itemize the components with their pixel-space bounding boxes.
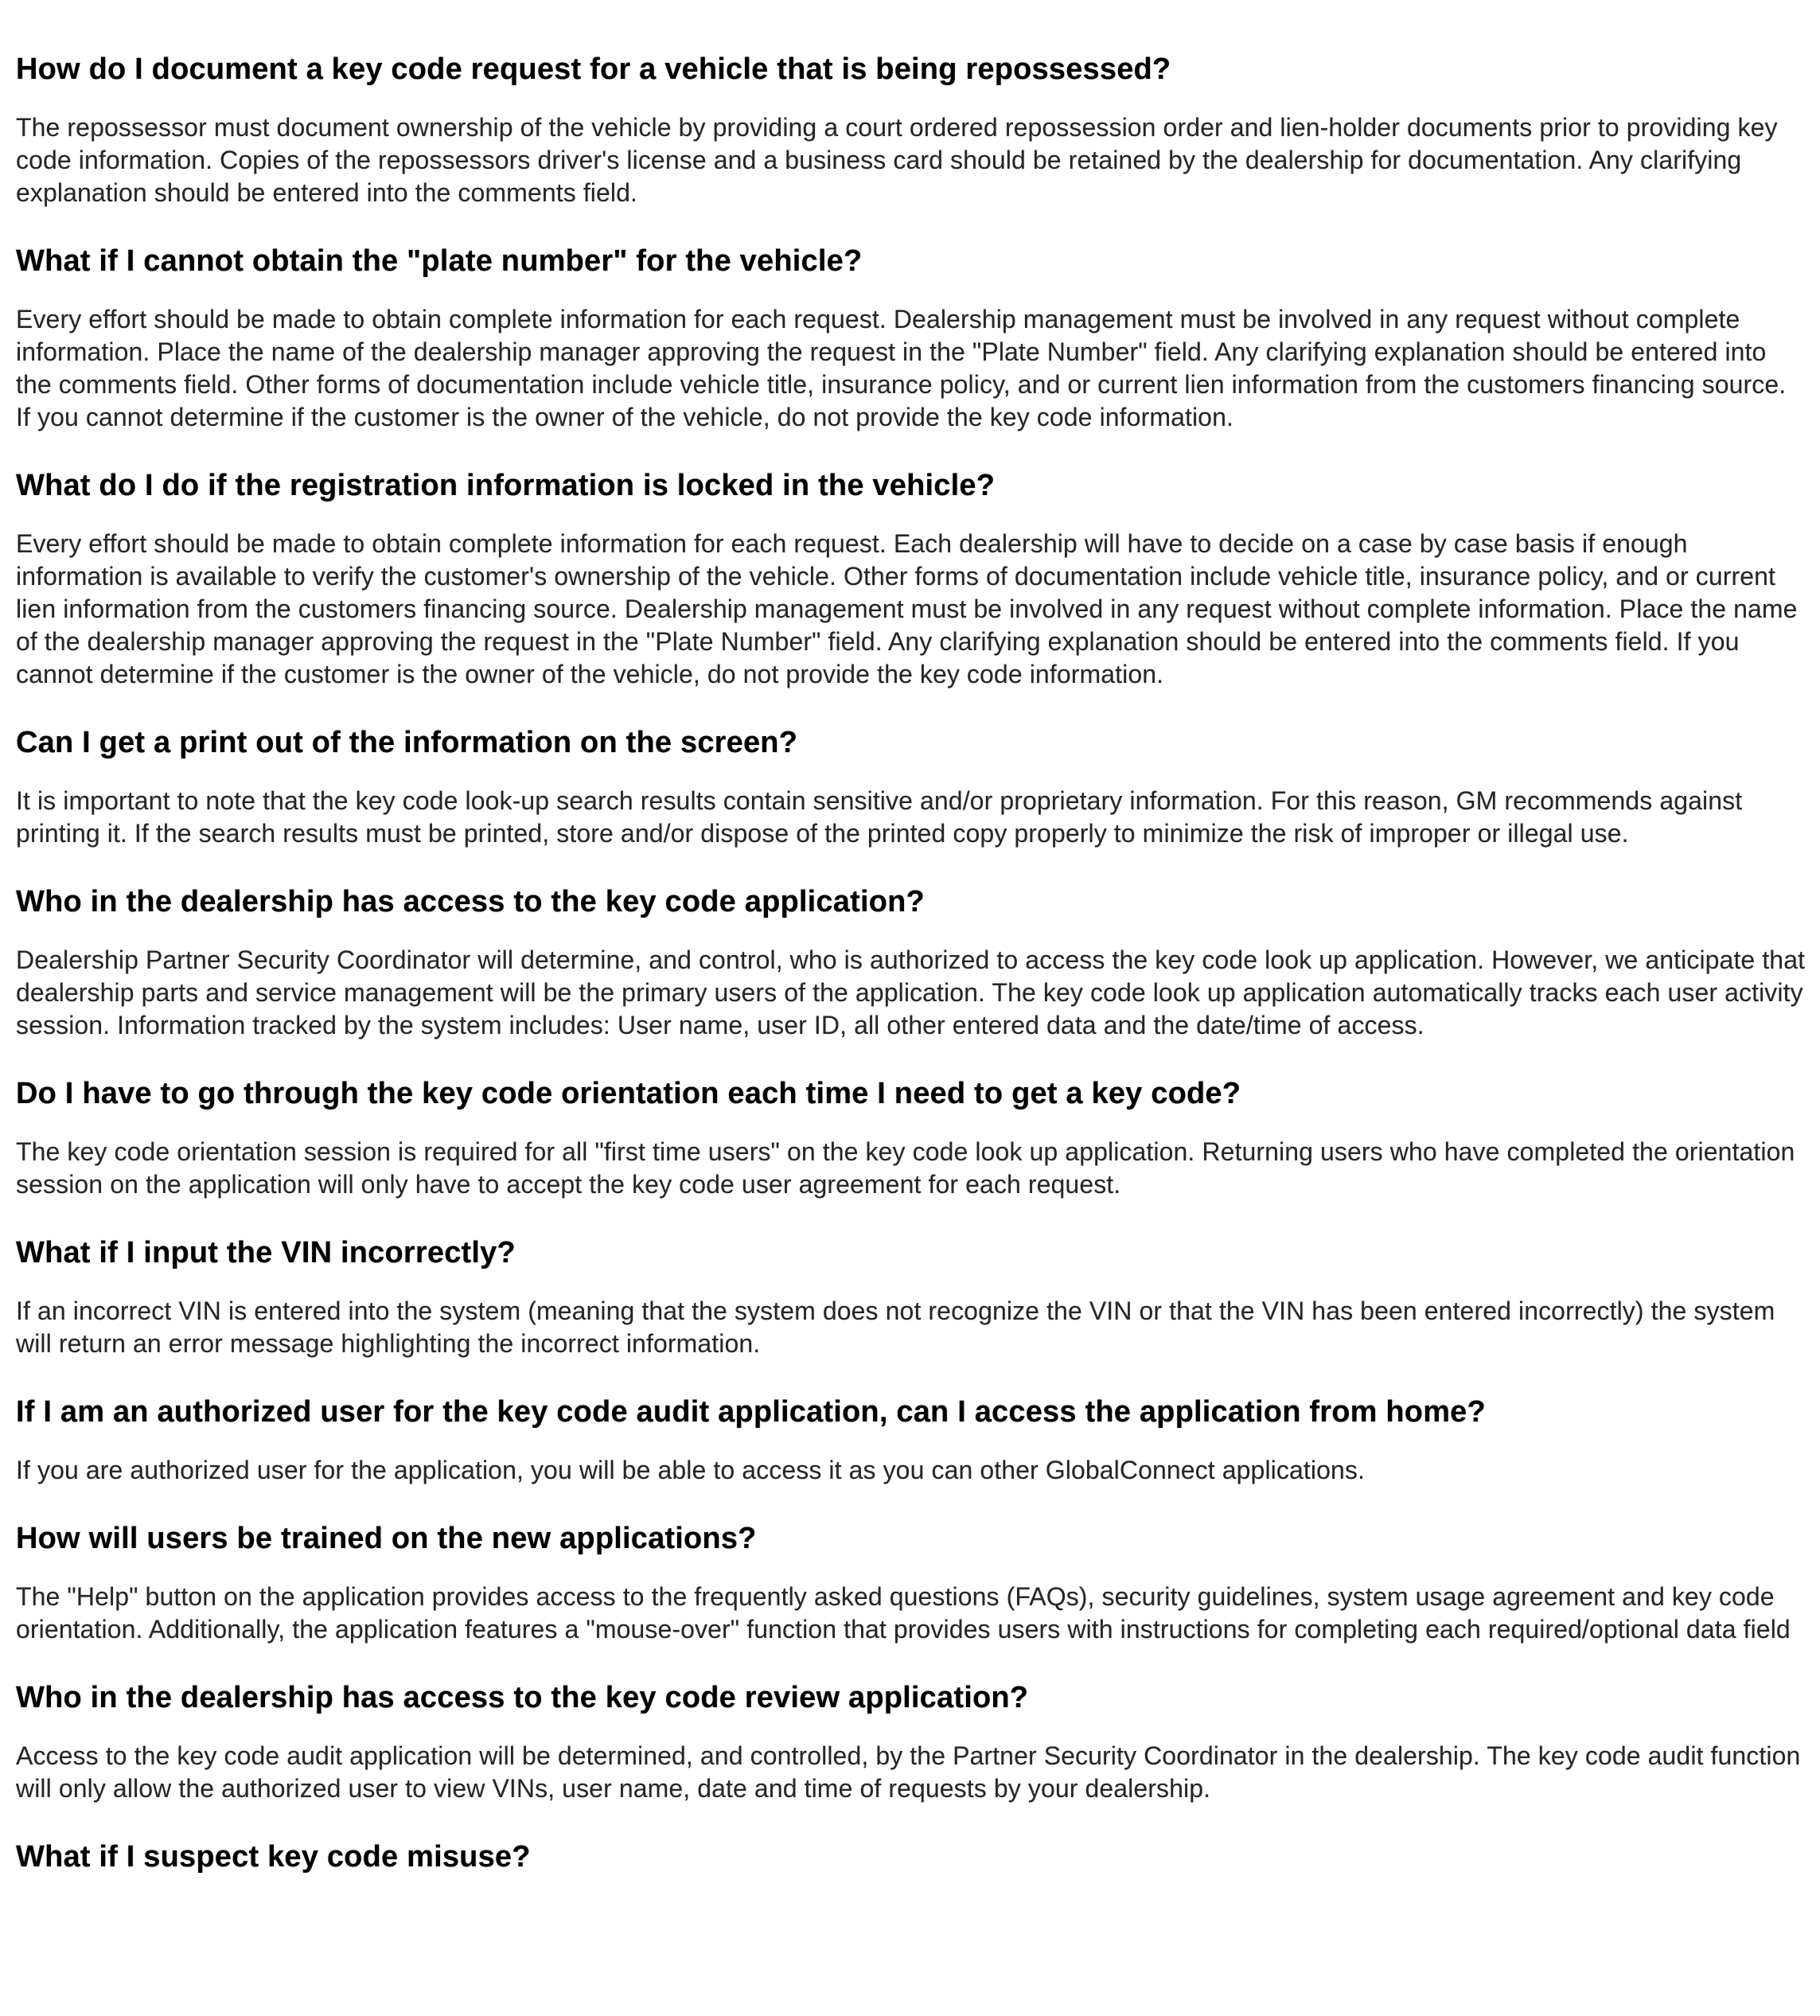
faq-question: What if I input the VIN incorrectly?	[16, 1236, 516, 1269]
faq-answer: The repossessor must document ownership of the vehicle by providing a court ordered repossession order and lien-holder documents prior to providing key code information. Copies of the repossessors driver's license and a business card should be retained by the dealership for documentation. Any clarifying explanation should be entered into the comments field.	[16, 113, 1778, 207]
faq-item	[16, 467, 1807, 691]
faq-question: What if I cannot obtain the "plate number" for the vehicle?	[16, 244, 863, 278]
faq-answer: Every effort should be made to obtain complete information for each request. Dealership management must be involved in any request without complete information. Place the name of the dealership manager approving the request in the "Plate Number" field. Any clarifying explanation should be entered into the comments field. Other forms of documentation include vehicle title, insurance policy, and or current lien information from the customers financing source. If you cannot determine if the customer is the owner of the vehicle, do not provide the key code information.	[16, 305, 1787, 431]
faq-item	[16, 1839, 1807, 1875]
faq-item	[16, 1520, 1807, 1646]
faq-question: Who in the dealership has access to the key code application?	[16, 885, 925, 918]
faq-item	[16, 1679, 1807, 1805]
faq-question: If I am an authorized user for the key code audit application, can I access the application from home?	[16, 1395, 1486, 1429]
faq-answer: It is important to note that the key code look-up search results contain sensitive and/or proprietary information. For this reason, GM recommends against printing it. If the search results must be printed, store and/or dispose of the printed copy properly to minimize the risk of improper or illegal use.	[16, 786, 1743, 848]
faq-item	[16, 883, 1807, 1042]
faq-answer: Dealership Partner Security Coordinator will determine, and control, who is authorized to access the key code look up application. However, we anticipate that dealership parts and service management will be the primary users of the application. The key code look up application automatically tracks each user activity session. Information tracked by the system includes: User name, user ID, all other entered data and the date/time of access.	[16, 946, 1806, 1039]
faq-answer: The "Help" button on the application provides access to the frequently asked questions (FAQs), security guidelines, system usage agreement and key code orientation. Additionally, the application features a "mouse-over" function that provides users with instructions for completing each required/optional data field	[16, 1582, 1791, 1644]
faq-answer: Every effort should be made to obtain complete information for each request. Each dealership will have to decide on a case by case basis if enough information is available to verify the customer's ownership of the vehicle. Other forms of documentation include vehicle title, insurance policy, and or current lien information from the customers financing source. Dealership management must be involved in any request without complete information. Place the name of the dealership manager approving the request in the "Plate Number" field. Any clarifying explanation should be entered into the comments field. If you cannot determine if the customer is the owner of the vehicle, do not provide the key code information.	[16, 529, 1798, 688]
faq-question: Do I have to go through the key code orientation each time I need to get a key code?	[16, 1077, 1241, 1110]
faq-answer: The key code orientation session is required for all "first time users" on the key code look up application. Returning users who have completed the orientation session on the application will only have to accept the key code user agreement for each request.	[16, 1137, 1795, 1199]
faq-question: What do I do if the registration information is locked in the vehicle?	[16, 469, 996, 502]
faq-item	[16, 1234, 1807, 1360]
faq-answer: Access to the key code audit application will be determined, and controlled, by the Partner Security Coordinator in the dealership. The key code audit function will only allow the authorized user to view VINs, user name, date and time of requests by your dealership.	[16, 1741, 1801, 1803]
faq-item	[16, 1075, 1807, 1201]
faq-question: What if I suspect key code misuse?	[16, 1840, 531, 1874]
faq-item	[16, 51, 1807, 209]
faq-item	[16, 1394, 1807, 1487]
faq-question: Who in the dealership has access to the key code review application?	[16, 1681, 1029, 1714]
faq-question: Can I get a print out of the information on the screen?	[16, 726, 798, 759]
faq-item	[16, 243, 1807, 434]
faq-item	[16, 724, 1807, 850]
faq-answer: If an incorrect VIN is entered into the system (meaning that the system does not recognize the VIN or that the VIN has been entered incorrectly) the system will return an error message highlighting the incorrect information.	[16, 1297, 1775, 1358]
faq-question: How do I document a key code request for a vehicle that is being repossessed?	[16, 53, 1171, 86]
faq-question: How will users be trained on the new applications?	[16, 1522, 757, 1555]
faq-answer: If you are authorized user for the application, you will be able to access it as you can other GlobalConnect applications.	[16, 1456, 1365, 1484]
